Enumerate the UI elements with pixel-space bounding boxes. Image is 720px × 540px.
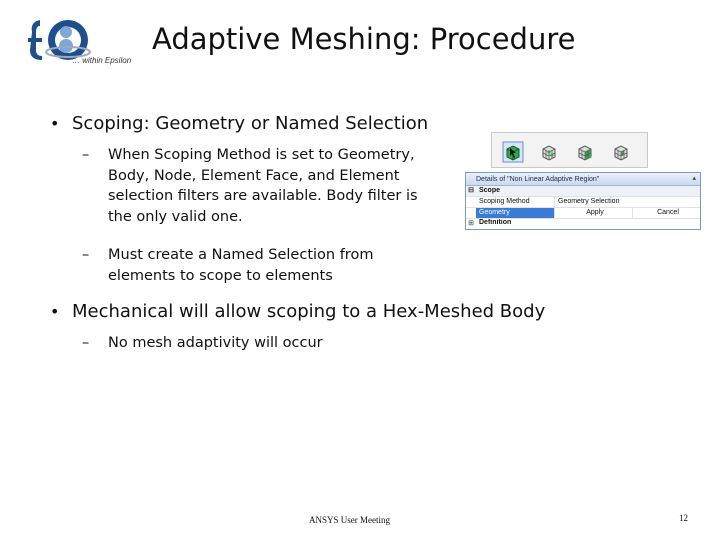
sub-bullet-text	[108, 333, 323, 354]
scoping-method-label: Scoping Method	[479, 198, 530, 205]
scoping-method-value[interactable]: Geometry Selection	[554, 197, 700, 207]
dash-symbol: –	[82, 247, 90, 263]
apply-button[interactable]: Apply	[554, 208, 632, 218]
element-select-icon[interactable]	[610, 141, 632, 163]
sub-bullet-text	[108, 245, 373, 286]
dash-symbol: –	[82, 147, 90, 163]
tree-spacer	[466, 197, 476, 207]
tree-spacer	[466, 208, 476, 218]
details-panel	[465, 172, 701, 230]
bullet-item	[50, 112, 428, 136]
collapse-icon[interactable]: ⊟	[468, 187, 474, 194]
dash-symbol: –	[82, 335, 90, 351]
text-line: the only valid one.	[108, 208, 243, 225]
cancel-button[interactable]: Cancel	[632, 208, 700, 218]
text-line: Body, Node, Element Face, and Element	[108, 167, 400, 184]
text-line: Must create a Named Selection from	[108, 247, 374, 263]
page-number: 12	[679, 513, 688, 523]
bullet-symbol: •	[50, 302, 60, 321]
body-select-icon[interactable]	[502, 141, 524, 163]
text-line: When Scoping Method is set to Geometry,	[108, 147, 415, 163]
sub-bullet-item	[82, 333, 323, 354]
text-line: No mesh adaptivity will occur	[108, 335, 323, 351]
scope-group-row[interactable]	[466, 186, 700, 197]
sub-bullet-text	[108, 145, 418, 227]
pin-icon[interactable]: ▴	[692, 175, 696, 182]
expand-icon[interactable]: ⊞	[468, 220, 474, 227]
scoping-method-row[interactable]	[466, 197, 700, 208]
logo-tagline: … within Epsilon	[72, 56, 132, 65]
definition-group-row[interactable]	[466, 219, 700, 227]
text-line: selection filters are available. Body filter is	[108, 188, 418, 204]
text-line: elements to scope to elements	[108, 267, 333, 284]
node-select-icon[interactable]	[538, 141, 560, 163]
geometry-row[interactable]	[466, 208, 700, 219]
bullet-item	[50, 300, 545, 324]
bullet-text: Mechanical will allow scoping to a Hex-Meshed Body	[72, 301, 546, 322]
selection-toolbar	[491, 132, 648, 168]
page-title: Adaptive Meshing: Procedure	[152, 22, 576, 56]
sub-bullet-item	[82, 145, 418, 227]
bullet-text: Scoping: Geometry or Named Selection	[72, 113, 429, 134]
scope-label: Scope	[479, 187, 501, 194]
footer-text: ANSYS User Meeting	[309, 515, 390, 525]
element-face-select-icon[interactable]	[574, 141, 596, 163]
details-panel-header	[466, 173, 700, 186]
geometry-label: Geometry	[476, 208, 554, 218]
sub-bullet-item	[82, 245, 373, 286]
scoping-screenshot	[465, 132, 701, 230]
definition-label: Definition	[479, 219, 512, 226]
details-title: Details of "Non Linear Adaptive Region"	[476, 175, 600, 183]
bullet-symbol: •	[50, 114, 60, 133]
